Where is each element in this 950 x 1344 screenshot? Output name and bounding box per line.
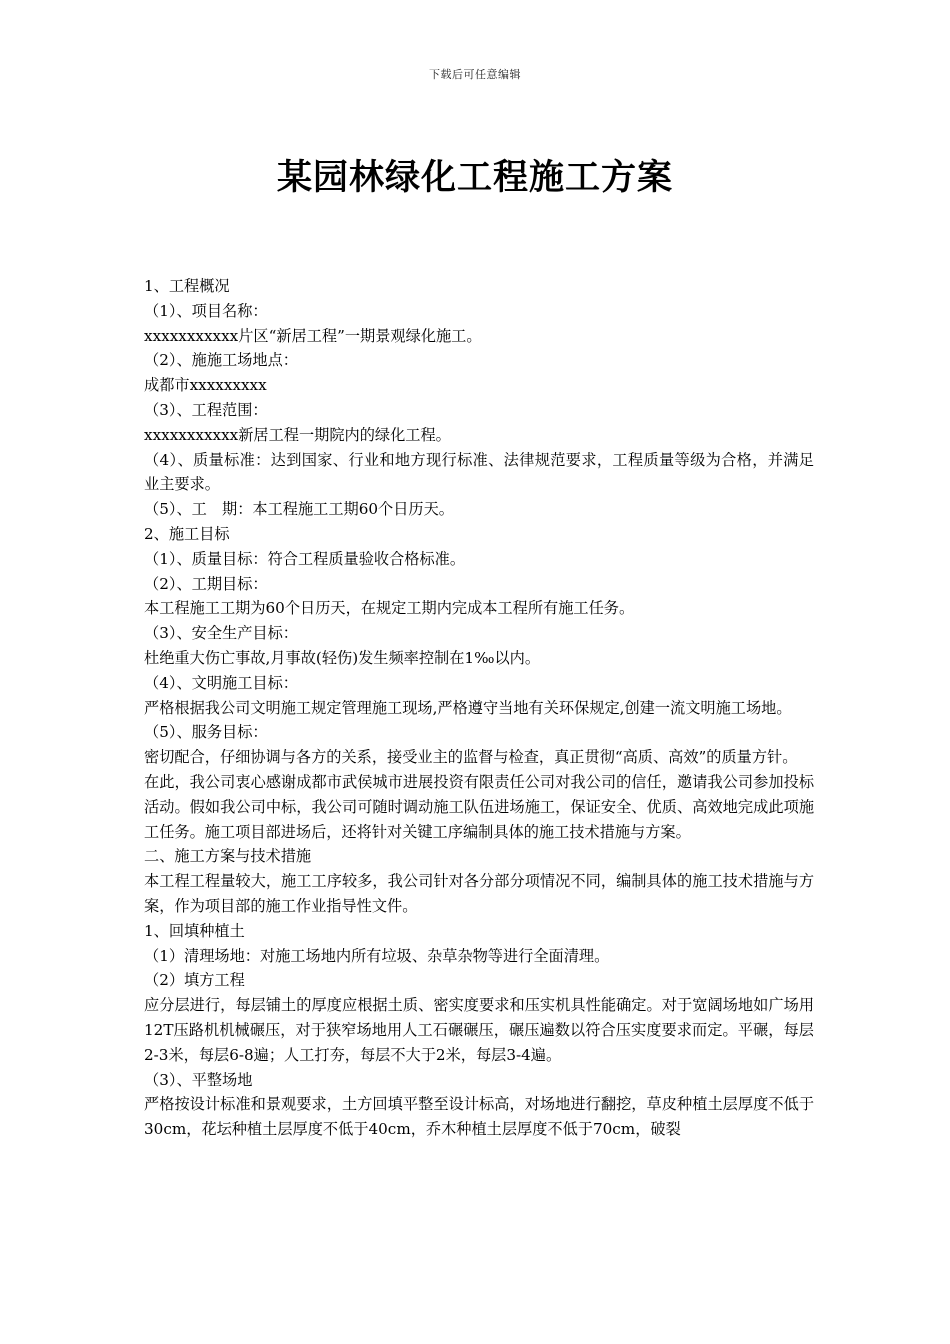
- paragraph: 成都市xxxxxxxxx: [144, 376, 267, 395]
- paragraph: （3）、工程范围：: [144, 400, 268, 419]
- paragraph: （4）、文明施工目标：: [144, 673, 298, 692]
- paragraph: （5）、服务目标：: [144, 723, 268, 742]
- paragraph: xxxxxxxxxxx新居工程一期院内的绿化工程。: [144, 425, 451, 444]
- paragraph: （2）填方工程: [144, 971, 245, 990]
- paragraph: 杜绝重大伤亡事故,月事故(轻伤)发生频率控制在1‰以内。: [144, 648, 541, 667]
- paragraph: xxxxxxxxxxx片区“新居工程”一期景观绿化施工。: [144, 326, 482, 345]
- paragraph: （3）、平整场地: [144, 1070, 253, 1089]
- document-title: 某园林绿化工程施工方案: [276, 158, 673, 198]
- paragraph: 密切配合，仔细协调与各方的关系，接受业主的监督与检查，真正贯彻“高质、高效”的质量方针。: [144, 748, 798, 767]
- paragraph: 本工程工程量较大，施工工序较多，我公司针对各分部分项情况不同，编制具体的施工技术措施与方案，作为项目部的施工作业指导性文件。: [144, 872, 814, 915]
- section-heading: 1、工程概况: [144, 277, 230, 295]
- section-heading: 1、回填种植土: [144, 921, 245, 940]
- paragraph: （4）、质量标准：达到国家、行业和地方现行标准、法律规范要求，工程质量等级为合格，并满足业主要求。: [144, 450, 814, 494]
- page-header-note: 下载后可任意编辑: [429, 68, 521, 81]
- paragraph: 严格根据我公司文明施工规定管理施工现场,严格遵守当地有关环保规定,创建一流文明施工场地。: [144, 698, 792, 717]
- paragraph: 应分层进行，每层铺土的厚度应根据土质、密实度要求和压实机具性能确定。对于宽阔场地如广场用12T压路机机械碾压，对于狭窄场地用人工石碾碾压，碾压遍数以符合压实度要求而定。平碾，每层2-3米，每层6-8遍；人工打夯，每层不大于2米，每层3-4遍。: [144, 996, 814, 1064]
- document-body: [144, 274, 814, 1142]
- paragraph: 本工程施工工期为60个日历天，在规定工期内完成本工程所有施工任务。: [144, 599, 635, 618]
- paragraph: （2）、工期目标：: [144, 574, 268, 593]
- paragraph: 严格按设计标准和景观要求，土方回填平整至设计标高，对场地进行翻挖，草皮种植土层厚度不低于30cm，花坛种植土层厚度不低于40cm，乔木种植土层厚度不低于70cm，破裂: [144, 1095, 814, 1139]
- paragraph: （1）、项目名称：: [144, 301, 268, 320]
- paragraph: （1）清理场地：对施工场地内所有垃圾、杂草杂物等进行全面清理。: [144, 946, 610, 965]
- paragraph: （2）、施施工场地点：: [144, 351, 298, 370]
- paragraph: （5）、工 期：本工程施工工期60个日历天。: [144, 500, 454, 519]
- section-heading: 二、施工方案与技术措施: [144, 847, 312, 866]
- paragraph: （3）、安全生产目标：: [144, 624, 298, 643]
- paragraph: 在此，我公司衷心感谢成都市武侯城市进展投资有限责任公司对我公司的信任，邀请我公司参加投标活动。假如我公司中标，我公司可随时调动施工队伍进场施工，保证安全、优质、高效地完成此项施工任务。施工项目部进场后，还将针对关键工序编制具体的施工技术措施与方案。: [144, 772, 814, 841]
- section-heading: 2、施工目标: [144, 524, 230, 543]
- paragraph: （1）、质量目标：符合工程质量验收合格标准。: [144, 549, 466, 568]
